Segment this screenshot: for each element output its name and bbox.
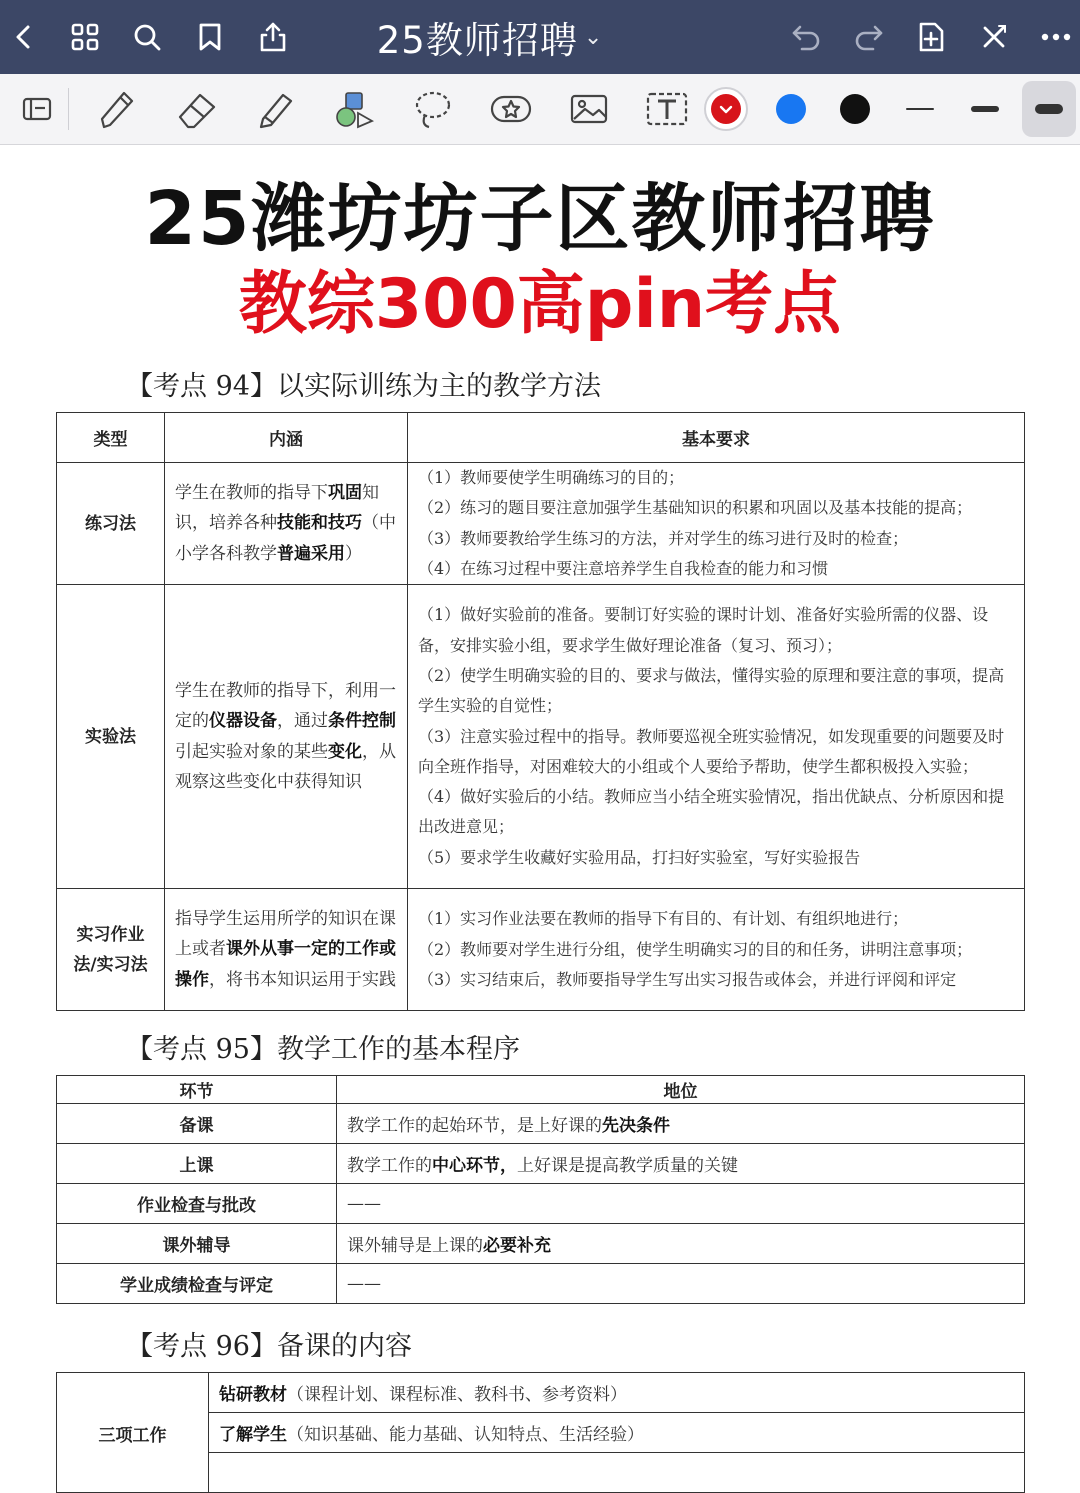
black-swatch-dot <box>840 94 870 124</box>
table-header-row <box>57 413 1025 463</box>
status-key: 先决条件 <box>602 1116 670 1136</box>
status-text: 上好课是提高教学质量的关键 <box>517 1156 738 1176</box>
method-requirements <box>408 889 1025 1011</box>
toolbar-divider <box>68 88 69 130</box>
requirement-item: （2）教师要对学生进行分组，使学生明确实习的目的和任务，讲明注意事项； <box>418 939 973 959</box>
method-type: 练习法 <box>57 463 165 585</box>
stage-status <box>337 1264 1025 1304</box>
def-key: 仪器设备 <box>209 711 277 732</box>
stage-status <box>337 1104 1025 1144</box>
prep-key: 了解学生 <box>219 1425 287 1445</box>
header-definition: 内涵 <box>165 413 408 463</box>
prep-detail: （知识基础、能力基础、认知特点、生活经验） <box>287 1425 644 1445</box>
sticker-icon[interactable] <box>483 81 539 137</box>
back-icon[interactable] <box>0 13 48 61</box>
method-requirements <box>408 585 1025 889</box>
def-text: 引起实验对象的某些 <box>175 741 328 762</box>
requirement-item: （1）做好实验前的准备。要制订好实验的课时计划、准备好实验所需的仪器、设备，安排实验小组，要求学生做好理论准备（复习、预习）； <box>418 605 989 655</box>
status-key: 必要补充 <box>483 1236 551 1256</box>
table-row <box>57 1373 1025 1413</box>
color-red-swatch[interactable] <box>698 81 754 137</box>
thickness-thin-icon[interactable] <box>892 81 948 137</box>
def-text: ，将书本知识运用于实践 <box>209 969 396 990</box>
stage-name: 课外辅导 <box>57 1224 337 1264</box>
status-key: 中心环节， <box>432 1156 517 1176</box>
def-text: 学生在教师的指导下，利用一定的 <box>175 680 396 732</box>
status-text: 教学工作的 <box>347 1156 432 1176</box>
method-type-line: 法/实习法 <box>73 954 148 975</box>
table-row <box>57 1264 1025 1304</box>
table-row <box>57 1224 1025 1264</box>
document-title[interactable] <box>340 12 640 62</box>
def-text: 学生在教师的指导下 <box>175 482 328 503</box>
image-icon[interactable] <box>561 81 617 137</box>
status-text: 教学工作的起始环节，是上好课的 <box>347 1116 602 1136</box>
def-key: 条件控制 <box>328 711 396 732</box>
stage-name: 上课 <box>57 1144 337 1184</box>
method-type-line: 实习作业 <box>76 924 145 945</box>
blue-swatch-dot <box>776 94 806 124</box>
def-text: ） <box>345 543 362 564</box>
requirement-item: （3）注意实验过程中的指导。教师要巡视全班实验情况，如发现重要的问题要及时向全班作指导，对困难较大的小组或个人要给予帮助，使学生都积极投入实验； <box>418 726 1005 776</box>
lesson-prep-table <box>56 1372 1025 1493</box>
document-title-text: 25教师招聘 <box>376 19 578 62</box>
requirement-item: （2）练习的题目要注意加强学生基础知识的积累和巩固以及基本技能的提高； <box>418 498 973 518</box>
teaching-methods-table <box>56 412 1025 1011</box>
redo-icon[interactable] <box>845 13 893 61</box>
thickness-thick-icon[interactable] <box>1022 81 1076 137</box>
requirement-item: （5）要求学生收藏好实验用品，打扫好实验室，写好实验报告 <box>418 847 861 867</box>
method-definition <box>165 463 408 585</box>
color-blue-swatch[interactable] <box>763 81 819 137</box>
highlighter-icon[interactable] <box>247 81 303 137</box>
selected-color-ring <box>704 87 748 131</box>
prep-detail: （课程计划、课程标准、教科书、参考资料） <box>287 1385 627 1405</box>
section-heading-94: 【考点 94】以实际训练为主的教学方法 <box>126 371 601 402</box>
stage-status <box>337 1224 1025 1264</box>
color-black-swatch[interactable] <box>827 81 883 137</box>
stage-name: 学业成绩检查与评定 <box>57 1264 337 1304</box>
table-row <box>57 463 1025 585</box>
top-app-bar <box>0 0 1080 74</box>
bookmark-icon[interactable] <box>186 13 234 61</box>
table-row <box>57 1144 1025 1184</box>
method-definition <box>165 585 408 889</box>
def-key: 普遍采用 <box>277 543 345 564</box>
stage-status <box>337 1144 1025 1184</box>
thickness-medium-icon[interactable] <box>957 81 1013 137</box>
requirement-item: （1）实习作业法要在教师的指导下有目的、有计划、有组织地进行； <box>418 909 909 929</box>
def-key: 课外从事一定的工作或操作 <box>175 939 396 990</box>
header-stage: 环节 <box>57 1076 337 1104</box>
document-main-title: 25潍坊坊子区教师招聘 <box>144 176 936 262</box>
status-text: 课外辅导是上课的 <box>347 1236 483 1256</box>
requirement-item: （3）教师要教给学生练习的方法，并对学生的练习进行及时的检查； <box>418 528 909 548</box>
requirement-item: （1）教师要使学生明确练习的目的； <box>418 468 685 487</box>
def-key: 技能和技巧 <box>277 513 362 534</box>
prep-item-empty <box>209 1453 1025 1493</box>
group-label: 三项工作 <box>57 1373 209 1493</box>
text-icon[interactable] <box>639 81 695 137</box>
prep-item <box>209 1373 1025 1413</box>
prep-item <box>209 1413 1025 1453</box>
method-requirements <box>408 463 1025 585</box>
table-row <box>57 585 1025 889</box>
requirement-item: （4）在练习过程中要注意培养学生自我检查的能力和习惯 <box>418 558 829 578</box>
header-status: 地位 <box>337 1076 1025 1104</box>
read-mode-icon[interactable] <box>10 81 66 137</box>
method-definition <box>165 889 408 1011</box>
requirement-item: （4）做好实验后的小结。教师应当小结全班实验情况，指出优缺点、分析原因和提出改进意见； <box>418 787 1005 837</box>
def-key: 巩固 <box>328 482 362 503</box>
undo-icon[interactable] <box>782 13 830 61</box>
eraser-icon[interactable] <box>168 81 224 137</box>
grid-icon[interactable] <box>61 13 109 61</box>
status-text: —— <box>347 1193 381 1214</box>
section-heading-96: 【考点 96】备课的内容 <box>126 1331 412 1362</box>
share-icon[interactable] <box>249 13 297 61</box>
prep-key: 钻研教材 <box>219 1385 287 1405</box>
method-type: 实验法 <box>57 585 165 889</box>
def-key: 变化 <box>328 741 362 762</box>
table-header-row <box>57 1076 1025 1104</box>
def-text: 指导学生运用所学的知识在课上或者 <box>175 908 396 960</box>
table-row <box>57 1184 1025 1224</box>
stage-status <box>337 1184 1025 1224</box>
document-sub-title: 教综300高pin考点 <box>238 265 842 344</box>
header-requirements: 基本要求 <box>408 413 1025 463</box>
def-text: 知识，培养各种 <box>175 482 379 534</box>
drawing-toolbar <box>0 74 1080 145</box>
table-row <box>57 889 1025 1011</box>
add-page-icon[interactable] <box>907 13 955 61</box>
requirement-item: （2）使学生明确实验的目的、要求与做法，懂得实验的原理和要注意的事项，提高学生实验的自觉性； <box>418 665 1005 716</box>
def-text: ，通过 <box>277 711 328 732</box>
chevron-down-icon: ⌄ <box>583 24 604 50</box>
section-heading-95: 【考点 95】教学工作的基本程序 <box>126 1034 520 1065</box>
stage-name: 作业检查与批改 <box>57 1184 337 1224</box>
shapes-icon[interactable] <box>326 81 382 137</box>
method-type <box>57 889 165 1011</box>
stage-name: 备课 <box>57 1104 337 1144</box>
status-text: —— <box>347 1273 381 1294</box>
close-icon[interactable] <box>970 13 1018 61</box>
teaching-procedure-table <box>56 1075 1025 1304</box>
search-icon[interactable] <box>123 13 171 61</box>
def-text: （中小学各科教学 <box>175 513 396 564</box>
def-text: ，从观察这些变化中获得知识 <box>175 741 396 793</box>
table-row <box>57 1104 1025 1144</box>
header-type: 类型 <box>57 413 165 463</box>
lasso-icon[interactable] <box>405 81 461 137</box>
more-icon[interactable] <box>1032 13 1080 61</box>
requirement-item: （3）实习结束后，教师要指导学生写出实习报告或体会，并进行评阅和评定 <box>418 969 957 989</box>
pen-icon[interactable] <box>88 81 144 137</box>
